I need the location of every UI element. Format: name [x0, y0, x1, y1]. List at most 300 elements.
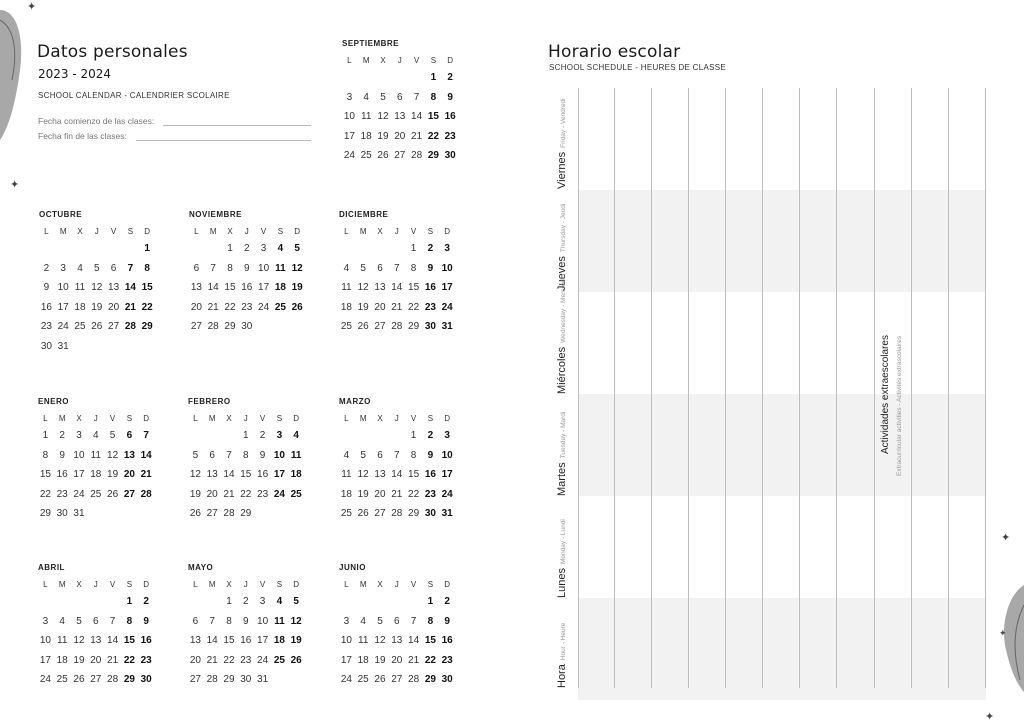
day-number: 3 — [260, 243, 267, 254]
day-number: 20 — [90, 654, 102, 666]
weekday-header: L — [344, 227, 349, 236]
weekday-header: X — [76, 414, 82, 423]
weekend-day: 25 — [290, 488, 302, 500]
day-number: 10 — [343, 111, 355, 122]
weekend-day: 8 — [126, 615, 133, 627]
weekend-day: 16 — [140, 635, 152, 646]
decorative-blob-top-left — [0, 0, 40, 150]
weekday-header: S — [126, 414, 133, 423]
column-divider — [985, 88, 986, 688]
month-april — [37, 563, 167, 690]
day-number: 6 — [397, 91, 403, 103]
day-name: Hora — [556, 664, 568, 688]
day-number: 19 — [377, 130, 389, 142]
weekday-header: D — [143, 580, 150, 589]
day-number: 14 — [206, 635, 218, 646]
day-number: 15 — [224, 282, 236, 293]
day-number: 5 — [94, 262, 100, 274]
weekend-day: 23 — [444, 130, 456, 142]
day-number: 21 — [411, 130, 423, 142]
day-number: 16 — [40, 301, 52, 313]
weekday-header: J — [94, 227, 99, 236]
day-number: 8 — [410, 449, 417, 461]
weekday-header: X — [377, 227, 383, 236]
sparkle-icon: ✦ — [27, 1, 37, 13]
weekday-header: L — [43, 414, 48, 423]
weekend-day: 5 — [293, 596, 299, 607]
day-number: 23 — [257, 488, 269, 500]
day-number: 16 — [241, 282, 253, 293]
start-date-label: Fecha comienzo de las clases: — [38, 116, 155, 126]
day-number: 12 — [357, 282, 369, 293]
day-number: 21 — [391, 488, 403, 500]
day-translation: Wednesday - Mercredi — [560, 277, 567, 343]
weekday-header: J — [394, 414, 399, 423]
day-number: 17 — [343, 130, 355, 142]
month-name: MAYO — [188, 563, 214, 572]
day-number: 25 — [357, 674, 369, 685]
day-number: 6 — [110, 262, 117, 274]
weekday-header: V — [109, 414, 116, 423]
weekend-day: 8 — [144, 262, 150, 274]
day-number: 28 — [206, 674, 218, 685]
weekend-day: 23 — [424, 301, 436, 313]
weekday-header: S — [427, 414, 434, 423]
weekday-header: L — [347, 56, 352, 65]
day-number: 10 — [57, 282, 69, 293]
weekend-day: 30 — [441, 674, 453, 685]
day-number: 13 — [189, 635, 201, 646]
day-number: 13 — [190, 282, 202, 293]
weekend-day: 15 — [141, 282, 153, 293]
day-number: 12 — [73, 635, 85, 646]
weekend-day: 1 — [427, 596, 434, 607]
weekend-day: 9 — [427, 262, 434, 274]
day-number: 25 — [74, 321, 86, 332]
day-number: 14 — [408, 635, 420, 646]
weekend-day: 25 — [274, 301, 286, 313]
weekday-header: X — [77, 227, 83, 236]
day-number: 21 — [206, 654, 218, 666]
day-number: 7 — [413, 91, 420, 103]
day-number: 24 — [257, 654, 269, 666]
weekday-header: S — [430, 56, 437, 65]
schedule-title: Horario escolar — [548, 42, 681, 62]
day-number: 12 — [107, 449, 119, 461]
day-number: 17 — [57, 301, 69, 313]
weekday-header: V — [413, 56, 420, 65]
extracurricular-title: Actividades extraescolares — [880, 335, 891, 454]
month-february — [187, 397, 317, 524]
weekend-day: 18 — [273, 635, 285, 646]
weekend-day: 29 — [141, 321, 153, 332]
weekend-day: 21 — [140, 469, 152, 480]
day-number: 13 — [394, 111, 406, 122]
day-number: 11 — [90, 449, 101, 461]
day-number: 26 — [374, 674, 386, 685]
weekday-header: V — [259, 414, 266, 423]
weekday-header: V — [410, 580, 417, 589]
day-translation: Hour - Heure — [560, 622, 567, 661]
day-number: 18 — [340, 301, 352, 313]
weekend-day: 9 — [444, 615, 450, 627]
weekend-day: 17 — [441, 282, 453, 293]
day-number: 24 — [57, 321, 69, 332]
end-date-field[interactable] — [136, 140, 311, 141]
weekend-day: 15 — [427, 111, 439, 122]
day-number: 20 — [391, 654, 403, 666]
day-number: 25 — [340, 508, 352, 519]
weekend-day: 7 — [143, 430, 149, 441]
day-number: 27 — [108, 321, 120, 332]
weekend-day: 22 — [141, 301, 153, 313]
month-name: ABRIL — [38, 563, 65, 572]
day-number: 29 — [39, 508, 51, 519]
weekday-header: L — [344, 414, 349, 423]
day-number: 15 — [39, 469, 51, 480]
day-number: 4 — [343, 449, 350, 461]
day-number: 20 — [108, 301, 120, 313]
weekday-header: X — [380, 56, 386, 65]
column-divider — [762, 88, 763, 688]
day-name: Miércoles — [556, 346, 568, 394]
day-number: 14 — [107, 635, 119, 646]
month-september — [341, 39, 471, 166]
weekend-day: 2 — [427, 430, 434, 441]
day-number: 29 — [223, 674, 235, 685]
day-number: 22 — [240, 488, 252, 500]
day-number: 21 — [107, 654, 119, 666]
day-number: 30 — [56, 508, 68, 519]
weekend-day: 3 — [444, 430, 450, 441]
weekday-header: J — [243, 580, 248, 589]
day-number: 5 — [192, 449, 199, 461]
day-number: 27 — [190, 321, 202, 332]
weekend-day: 29 — [424, 674, 436, 685]
weekday-header: S — [427, 580, 434, 589]
month-grid — [38, 224, 168, 356]
column-divider — [725, 88, 726, 688]
day-number: 16 — [257, 469, 269, 480]
weekend-day: 12 — [291, 262, 303, 274]
weekend-day: 14 — [124, 282, 136, 293]
weekend-day: 30 — [424, 321, 436, 332]
weekday-header: J — [394, 580, 399, 589]
day-number: 12 — [357, 469, 369, 480]
weekend-day: 2 — [427, 243, 434, 254]
month-grid — [187, 411, 317, 524]
day-number: 19 — [357, 488, 369, 500]
day-number: 8 — [42, 449, 49, 461]
weekend-day: 3 — [444, 243, 450, 254]
day-number: 24 — [39, 674, 51, 685]
weekend-day: 24 — [441, 488, 453, 500]
day-number: 8 — [226, 615, 232, 627]
day-number: 4 — [363, 91, 369, 103]
day-number: 18 — [74, 301, 86, 313]
day-number: 25 — [90, 488, 102, 500]
day-number: 12 — [189, 469, 201, 480]
month-grid — [187, 577, 317, 690]
weekend-day: 1 — [126, 596, 133, 607]
weekend-day: 9 — [447, 91, 453, 103]
day-number: 22 — [408, 488, 420, 500]
day-number: 7 — [394, 449, 400, 461]
row-label-hour — [552, 623, 570, 688]
day-number: 23 — [240, 654, 252, 666]
weekend-day: 2 — [447, 72, 453, 83]
day-number: 24 — [340, 674, 352, 685]
day-number: 27 — [374, 321, 386, 332]
day-number: 6 — [377, 449, 383, 461]
day-number: 28 — [411, 150, 423, 161]
weekday-header: S — [127, 227, 134, 236]
day-number: 10 — [340, 635, 352, 646]
row-label-wednesday — [552, 278, 570, 394]
day-number: 28 — [207, 321, 219, 332]
day-number: 22 — [39, 488, 51, 500]
weekend-day: 16 — [424, 282, 436, 293]
weekday-header: J — [394, 227, 399, 236]
day-number: 22 — [223, 654, 235, 666]
weekend-day: 19 — [291, 282, 303, 293]
day-number: 23 — [241, 301, 253, 313]
day-number: 13 — [206, 469, 218, 480]
day-number: 7 — [109, 615, 116, 627]
weekend-day: 10 — [273, 449, 285, 461]
day-number: 26 — [91, 321, 103, 332]
weekday-header: D — [444, 580, 451, 589]
day-number: 17 — [257, 635, 269, 646]
column-divider — [651, 88, 652, 688]
weekend-day: 11 — [274, 615, 285, 627]
month-grid — [338, 224, 468, 337]
day-number: 25 — [360, 150, 372, 161]
weekday-header: D — [294, 227, 301, 236]
weekday-header: M — [359, 414, 367, 423]
day-number: 5 — [76, 615, 82, 627]
day-number: 9 — [243, 615, 249, 627]
day-number: 1 — [227, 243, 233, 254]
weekday-header: V — [410, 227, 417, 236]
day-number: 27 — [90, 674, 102, 685]
weekend-day: 11 — [275, 262, 286, 274]
weekend-day: 4 — [293, 430, 299, 441]
day-number: 21 — [391, 301, 403, 313]
month-grid — [338, 411, 468, 524]
day-number: 27 — [394, 150, 406, 161]
day-number: 3 — [343, 615, 350, 627]
month-name: ENERO — [38, 397, 69, 406]
day-translation: Friday - Vendredi — [560, 98, 567, 148]
day-number: 6 — [193, 262, 200, 274]
weekend-day: 28 — [140, 488, 152, 500]
month-december — [338, 210, 468, 337]
start-date-field[interactable] — [163, 125, 311, 126]
day-number: 4 — [77, 262, 83, 274]
row-band — [578, 394, 986, 496]
weekend-day: 13 — [123, 449, 135, 461]
day-number: 28 — [223, 508, 235, 519]
weekend-day: 11 — [290, 449, 302, 461]
weekday-header: D — [447, 56, 454, 65]
weekend-day: 15 — [123, 635, 135, 646]
weekday-header: V — [110, 227, 117, 236]
day-number: 15 — [408, 282, 420, 293]
day-number: 26 — [107, 488, 119, 500]
day-number: 5 — [109, 430, 116, 441]
day-number: 1 — [410, 430, 417, 441]
day-number: 20 — [190, 301, 202, 313]
day-number: 27 — [374, 508, 386, 519]
month-may — [187, 563, 317, 690]
weekday-header: X — [377, 414, 383, 423]
weekday-header: M — [208, 580, 216, 589]
weekend-day: 23 — [441, 654, 453, 666]
weekend-day: 29 — [123, 674, 135, 685]
column-divider — [688, 88, 689, 688]
weekend-day: 6 — [126, 430, 133, 441]
weekday-header: D — [143, 414, 150, 423]
month-name: NOVIEMBRE — [189, 210, 242, 219]
day-name: Lunes — [556, 568, 568, 598]
month-march — [338, 397, 468, 524]
weekday-header: V — [260, 227, 267, 236]
weekend-day: 26 — [291, 301, 303, 313]
weekend-day: 25 — [273, 654, 285, 666]
day-number: 19 — [189, 488, 201, 500]
day-number: 11 — [361, 111, 372, 122]
day-translation: Thursday - Jeudi — [560, 203, 567, 253]
weekday-header: L — [43, 580, 48, 589]
day-number: 19 — [374, 654, 386, 666]
school-year: 2023 - 2024 — [38, 67, 112, 81]
month-grid — [341, 53, 471, 166]
day-number: 1 — [42, 430, 49, 441]
weekday-header: M — [208, 414, 216, 423]
day-number: 23 — [56, 488, 68, 500]
day-number: 13 — [374, 469, 386, 480]
day-number: 31 — [57, 340, 69, 352]
day-number: 19 — [107, 469, 119, 480]
extracurricular-label — [880, 335, 891, 454]
day-number: 28 — [391, 508, 403, 519]
weekday-header: J — [397, 56, 402, 65]
day-number: 16 — [240, 635, 252, 646]
day-number: 10 — [258, 262, 270, 274]
month-grid — [37, 411, 167, 524]
weekday-header: L — [344, 580, 349, 589]
weekday-header: S — [427, 227, 434, 236]
month-name: SEPTIEMBRE — [342, 39, 400, 48]
weekday-header: S — [276, 580, 283, 589]
day-number: 9 — [59, 449, 65, 461]
weekday-header: X — [226, 580, 232, 589]
day-number: 1 — [410, 243, 417, 254]
weekday-header: D — [444, 414, 451, 423]
month-grid — [338, 577, 468, 690]
day-number: 15 — [240, 469, 252, 480]
day-number: 15 — [408, 469, 420, 480]
weekday-header: D — [144, 227, 151, 236]
day-translation: Tuesday - Mardi — [560, 411, 567, 459]
day-number: 14 — [411, 111, 423, 122]
weekend-day: 15 — [424, 635, 436, 646]
weekend-day: 18 — [290, 469, 302, 480]
day-number: 4 — [59, 615, 65, 627]
day-number: 30 — [40, 340, 52, 352]
day-number: 19 — [357, 301, 369, 313]
row-label-tuesday — [552, 412, 570, 496]
day-number: 6 — [192, 615, 199, 627]
day-number: 28 — [107, 674, 119, 685]
weekday-header: D — [293, 580, 300, 589]
day-number: 27 — [206, 508, 218, 519]
day-number: 5 — [360, 449, 366, 461]
day-number: 24 — [343, 150, 355, 161]
day-number: 14 — [207, 282, 219, 293]
day-number: 4 — [93, 430, 99, 441]
weekday-header: M — [359, 227, 367, 236]
weekend-day: 10 — [441, 449, 453, 461]
day-number: 11 — [341, 469, 352, 480]
weekend-day: 16 — [444, 111, 456, 122]
weekend-day: 22 — [123, 654, 135, 666]
weekend-day: 17 — [441, 469, 453, 480]
day-number: 27 — [189, 674, 201, 685]
day-number: 7 — [209, 615, 215, 627]
schedule-grid — [540, 88, 986, 688]
month-october — [38, 210, 168, 356]
column-divider — [578, 88, 579, 688]
day-number: 14 — [391, 282, 403, 293]
day-number: 25 — [56, 674, 68, 685]
day-number: 31 — [73, 508, 85, 519]
day-number: 18 — [90, 469, 102, 480]
weekend-day: 16 — [441, 635, 453, 646]
month-grid — [188, 224, 318, 337]
day-number: 21 — [223, 488, 235, 500]
month-june — [338, 563, 468, 690]
weekend-day: 31 — [441, 508, 453, 519]
weekend-day: 9 — [143, 615, 149, 627]
day-number: 28 — [408, 674, 420, 685]
day-number: 13 — [391, 635, 403, 646]
day-number: 7 — [410, 615, 417, 627]
day-number: 30 — [241, 321, 253, 332]
weekday-header: L — [193, 414, 198, 423]
extracurricular-translation: Extracurricular activities - Activités extrascolaires — [896, 335, 903, 476]
weekend-day: 9 — [427, 449, 434, 461]
sparkle-icon: ✦ — [1001, 532, 1011, 544]
weekday-header: M — [58, 414, 66, 423]
day-name: Jueves — [556, 256, 568, 291]
calendar-subtitle: SCHOOL CALENDAR - CALENDRIER SCOLAIRE — [38, 91, 230, 100]
weekend-day: 1 — [430, 72, 437, 83]
day-number: 8 — [410, 262, 417, 274]
day-number: 9 — [43, 282, 50, 293]
day-number: 29 — [224, 321, 236, 332]
day-number: 14 — [391, 469, 403, 480]
weekday-header: M — [58, 580, 66, 589]
page-title: Datos personales — [37, 42, 188, 62]
weekend-day: 24 — [441, 301, 453, 313]
column-divider — [836, 88, 837, 688]
day-number: 10 — [73, 449, 85, 461]
day-number: 13 — [90, 635, 102, 646]
column-divider — [948, 88, 949, 688]
weekday-header: D — [293, 414, 300, 423]
